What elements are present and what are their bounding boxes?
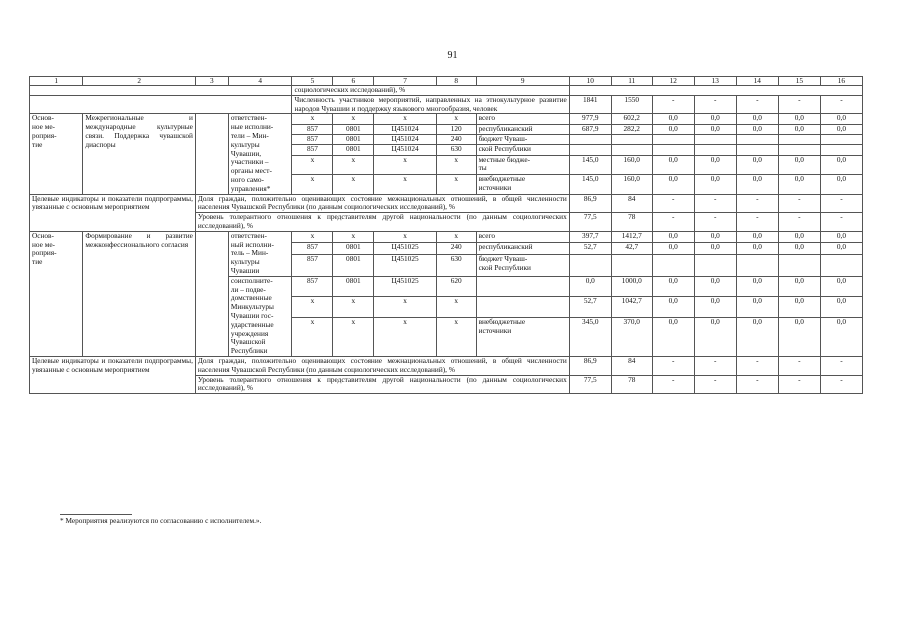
- table-cell: [569, 254, 611, 276]
- table-cell: 145,0: [569, 175, 611, 195]
- table-cell: х: [374, 114, 437, 124]
- funding-source: бюджет Чуваш- ской Республики: [476, 254, 569, 276]
- table-cell: -: [736, 213, 778, 232]
- table-cell: -: [652, 356, 694, 375]
- table-cell: х: [292, 175, 333, 195]
- responsible: ответствен- ные исполни- тели – Мин- культуры Чувашии, участники – органы мест- ного само- управления*: [228, 114, 292, 194]
- footnote-divider: [60, 514, 132, 515]
- table-cell: 78: [611, 213, 652, 232]
- table-cell: 240: [436, 243, 476, 255]
- table-cell: 0,0: [736, 155, 778, 175]
- footnote: * Мероприятия реализуются по согласованию с исполнителем.».: [60, 516, 262, 525]
- table-cell: 240: [436, 134, 476, 144]
- funding-source: всего: [476, 114, 569, 124]
- table-cell: х: [436, 114, 476, 124]
- table-cell: -: [778, 356, 820, 375]
- event-name: Межрегиональные и международные культурные связи. Поддержка чувашской диаспоры: [83, 114, 196, 194]
- indicator-row: [30, 95, 863, 114]
- table-cell: -: [652, 375, 694, 394]
- table-cell: 0,0: [820, 155, 862, 175]
- table-cell: 0,0: [820, 297, 862, 318]
- funding-source: местные бюдже- ты: [476, 155, 569, 175]
- table-cell: 0801: [333, 124, 374, 134]
- table-cell: 0,0: [736, 124, 778, 134]
- table-cell: 1550: [611, 95, 652, 114]
- table-cell: 0801: [333, 276, 374, 297]
- event-name: Формирование и развитие межконфессионального согласия: [83, 231, 196, 356]
- table-cell: х: [436, 231, 476, 243]
- table-cell: [195, 231, 228, 356]
- table-cell: Ц451025: [374, 276, 437, 297]
- table-cell: 0801: [333, 243, 374, 255]
- funding-source: республиканский: [476, 124, 569, 134]
- column-number: 14: [736, 77, 778, 86]
- table-cell: 602,2: [611, 114, 652, 124]
- table-cell: -: [778, 213, 820, 232]
- table-cell: 0,0: [778, 124, 820, 134]
- table-cell: х: [333, 297, 374, 318]
- table-cell: -: [778, 194, 820, 213]
- table-cell: 857: [292, 145, 333, 155]
- targets-label: Целевые индикаторы и показатели подпрограммы, увязанные с основным мероприятием: [30, 194, 196, 231]
- table-cell: 0,0: [736, 317, 778, 356]
- table-cell: х: [436, 155, 476, 175]
- column-number: 13: [694, 77, 736, 86]
- table-cell: -: [736, 356, 778, 375]
- table-cell: Ц451024: [374, 124, 437, 134]
- table-cell: -: [652, 213, 694, 232]
- column-number: 4: [228, 77, 292, 86]
- table-cell: 0,0: [736, 231, 778, 243]
- table-cell: 0,0: [694, 243, 736, 255]
- table-cell: 145,0: [569, 155, 611, 175]
- table-cell: 0,0: [820, 114, 862, 124]
- table-cell: [778, 254, 820, 276]
- table-cell: 52,7: [569, 297, 611, 318]
- funding-source: всего: [476, 231, 569, 243]
- table-cell: 0,0: [736, 297, 778, 318]
- table-cell: 0,0: [736, 276, 778, 297]
- column-number-row: [30, 77, 863, 86]
- table-cell: [652, 134, 694, 144]
- table-cell: 857: [292, 243, 333, 255]
- table-cell: 77,5: [569, 375, 611, 394]
- table-cell: 120: [436, 124, 476, 134]
- table-cell: [820, 134, 862, 144]
- table-cell: -: [736, 95, 778, 114]
- table-cell: 0,0: [820, 243, 862, 255]
- table-cell: 630: [436, 145, 476, 155]
- table-cell: Ц451025: [374, 243, 437, 255]
- table-cell: х: [292, 231, 333, 243]
- table-cell: х: [374, 175, 437, 195]
- table-cell: 42,7: [611, 243, 652, 255]
- table-cell: 1412,7: [611, 231, 652, 243]
- column-number: 6: [333, 77, 374, 86]
- table-cell: 0801: [333, 254, 374, 276]
- table-cell: 0,0: [694, 124, 736, 134]
- table-cell: 857: [292, 134, 333, 144]
- table-cell: [694, 145, 736, 155]
- table-cell: -: [652, 194, 694, 213]
- page-number: 91: [447, 50, 458, 61]
- table-cell: х: [333, 175, 374, 195]
- table-cell: 160,0: [611, 155, 652, 175]
- table-cell: 0,0: [736, 114, 778, 124]
- funding-source: республиканский: [476, 243, 569, 255]
- table-cell: 370,0: [611, 317, 652, 356]
- table-cell: х: [436, 317, 476, 356]
- column-number: 11: [611, 77, 652, 86]
- table-cell: [652, 254, 694, 276]
- table-cell: 0,0: [736, 175, 778, 195]
- indicator-text: Уровень толерантного отношения к представителям другой национальности (по данным социологических исследований), %: [195, 213, 569, 232]
- table-cell: [569, 86, 862, 96]
- table-cell: 0,0: [778, 155, 820, 175]
- table-cell: -: [778, 95, 820, 114]
- column-number: 5: [292, 77, 333, 86]
- table-cell: х: [333, 114, 374, 124]
- table-cell: 160,0: [611, 175, 652, 195]
- table-cell: х: [292, 155, 333, 175]
- table-cell: х: [374, 231, 437, 243]
- table-cell: 857: [292, 254, 333, 276]
- table-cell: [652, 145, 694, 155]
- table-cell: [736, 134, 778, 144]
- table-cell: -: [820, 213, 862, 232]
- table-cell: [778, 145, 820, 155]
- table-cell: [569, 134, 611, 144]
- table-cell: 0,0: [694, 155, 736, 175]
- funding-source: бюджет Чуваш-: [476, 134, 569, 144]
- indicator-text: Уровень толерантного отношения к представителям другой национальности (по данным социологических исследований), %: [195, 375, 569, 394]
- table-cell: 0,0: [652, 175, 694, 195]
- table-cell: [611, 134, 652, 144]
- table-cell: х: [436, 175, 476, 195]
- table-cell: 977,9: [569, 114, 611, 124]
- table-cell: х: [292, 317, 333, 356]
- table-cell: Численность участников мероприятий, направленных на этнокультурное развитие народов Чувашии и поддержку языкового многообразия, человек: [292, 95, 569, 114]
- table-cell: 1000,0: [611, 276, 652, 297]
- table-cell: 630: [436, 254, 476, 276]
- table-cell: 0,0: [694, 175, 736, 195]
- table-cell: 0,0: [652, 155, 694, 175]
- co-executors: соисполните- ли – подве- домственные Минкультуры Чувашии гос- ударственные учреждения Чувашской Республики: [228, 276, 292, 356]
- funding-source: [476, 276, 569, 297]
- table-cell: 0801: [333, 145, 374, 155]
- table-cell: х: [292, 297, 333, 318]
- table-cell: х: [436, 297, 476, 318]
- table-cell: Ц451024: [374, 134, 437, 144]
- column-number: 3: [195, 77, 228, 86]
- table-cell: [30, 86, 292, 96]
- table-cell: 620: [436, 276, 476, 297]
- table-cell: 0,0: [820, 231, 862, 243]
- event-row: [30, 114, 863, 124]
- table-cell: 0,0: [652, 297, 694, 318]
- funding-source: [476, 297, 569, 318]
- table-cell: 0,0: [652, 317, 694, 356]
- table-cell: 0,0: [820, 276, 862, 297]
- table-cell: -: [820, 194, 862, 213]
- table-cell: 84: [611, 356, 652, 375]
- table-cell: х: [374, 155, 437, 175]
- table-cell: -: [820, 95, 862, 114]
- table-cell: 0,0: [694, 276, 736, 297]
- funding-source: внебюджетные источники: [476, 317, 569, 356]
- table-cell: 84: [611, 194, 652, 213]
- table-cell: [611, 254, 652, 276]
- table-cell: 77,5: [569, 213, 611, 232]
- table-cell: [736, 254, 778, 276]
- table-cell: 857: [292, 276, 333, 297]
- column-number: 1: [30, 77, 83, 86]
- table-cell: 0,0: [652, 114, 694, 124]
- table-cell: 687,9: [569, 124, 611, 134]
- column-number: 12: [652, 77, 694, 86]
- target-row: [30, 356, 863, 375]
- table-cell: 0,0: [694, 297, 736, 318]
- indicator-text: Доля граждан, положительно оценивающих состояние межнациональных отношений, в общей численности населения Чувашской Республики (по данным социологических исследований), %: [195, 356, 569, 375]
- table-cell: 0,0: [778, 243, 820, 255]
- table-cell: -: [694, 213, 736, 232]
- table-cell: 0,0: [652, 124, 694, 134]
- table-cell: 0801: [333, 134, 374, 144]
- column-number: 2: [83, 77, 196, 86]
- column-number: 9: [476, 77, 569, 86]
- event-label: Основ- ное ме- роприя- тие: [30, 114, 83, 194]
- table-cell: 0,0: [778, 317, 820, 356]
- table-cell: 857: [292, 124, 333, 134]
- table-cell: 0,0: [736, 243, 778, 255]
- table-cell: Ц451024: [374, 145, 437, 155]
- table-cell: 52,7: [569, 243, 611, 255]
- table-cell: -: [694, 356, 736, 375]
- table-cell: 0,0: [778, 276, 820, 297]
- table-cell: [736, 145, 778, 155]
- table-cell: 1042,7: [611, 297, 652, 318]
- table-cell: 86,9: [569, 356, 611, 375]
- column-number: 10: [569, 77, 611, 86]
- column-number: 15: [778, 77, 820, 86]
- table-cell: х: [374, 297, 437, 318]
- targets-label: Целевые индикаторы и показатели подпрограммы, увязанные с основным мероприятием: [30, 356, 196, 393]
- column-number: 8: [436, 77, 476, 86]
- column-number: 7: [374, 77, 437, 86]
- table-cell: социологических исследований), %: [292, 86, 569, 96]
- table-cell: 78: [611, 375, 652, 394]
- table-cell: 0,0: [778, 297, 820, 318]
- column-number: 16: [820, 77, 862, 86]
- table-cell: 0,0: [569, 276, 611, 297]
- program-table: [29, 76, 863, 394]
- table-cell: 0,0: [694, 231, 736, 243]
- table-cell: -: [652, 95, 694, 114]
- table-cell: [694, 134, 736, 144]
- table-cell: 0,0: [694, 317, 736, 356]
- table-cell: [611, 145, 652, 155]
- event-label: Основ- ное ме- роприя- тие: [30, 231, 83, 356]
- table-cell: -: [694, 194, 736, 213]
- table-cell: -: [736, 375, 778, 394]
- responsible: ответствен- ный исполни- тель – Мин- культуры Чувашии: [228, 231, 292, 276]
- continuation-row: [30, 86, 863, 96]
- table-cell: [778, 134, 820, 144]
- table-cell: 86,9: [569, 194, 611, 213]
- table-cell: [30, 95, 292, 114]
- table-cell: 1841: [569, 95, 611, 114]
- indicator-text: Доля граждан, положительно оценивающих состояние межнациональных отношений, в общей численности населения Чувашской Республики (по данным социологических исследований), %: [195, 194, 569, 213]
- table-cell: 0,0: [820, 124, 862, 134]
- event-row: [30, 231, 863, 243]
- table-cell: х: [333, 317, 374, 356]
- table-cell: -: [820, 375, 862, 394]
- funding-source: внебюджетные источники: [476, 175, 569, 195]
- table-cell: 345,0: [569, 317, 611, 356]
- funding-source: ской Республики: [476, 145, 569, 155]
- table-cell: 0,0: [694, 114, 736, 124]
- table-cell: [694, 254, 736, 276]
- table-cell: х: [333, 155, 374, 175]
- table-cell: х: [292, 114, 333, 124]
- target-row: [30, 194, 863, 213]
- table-cell: 0,0: [820, 317, 862, 356]
- table-cell: 0,0: [652, 243, 694, 255]
- table-cell: [820, 145, 862, 155]
- table-cell: 282,2: [611, 124, 652, 134]
- table-cell: 0,0: [778, 114, 820, 124]
- table-cell: 0,0: [652, 231, 694, 243]
- table-cell: х: [333, 231, 374, 243]
- table-cell: [569, 145, 611, 155]
- table-cell: -: [694, 375, 736, 394]
- table-cell: -: [736, 194, 778, 213]
- table-cell: Ц451025: [374, 254, 437, 276]
- table-cell: 397,7: [569, 231, 611, 243]
- table-cell: 0,0: [778, 175, 820, 195]
- table-cell: [820, 254, 862, 276]
- table-cell: 0,0: [652, 276, 694, 297]
- table-cell: 0,0: [820, 175, 862, 195]
- table-cell: 0,0: [778, 231, 820, 243]
- table-cell: -: [694, 95, 736, 114]
- table-cell: -: [778, 375, 820, 394]
- table-cell: -: [820, 356, 862, 375]
- table-cell: х: [374, 317, 437, 356]
- table-cell: [195, 114, 228, 194]
